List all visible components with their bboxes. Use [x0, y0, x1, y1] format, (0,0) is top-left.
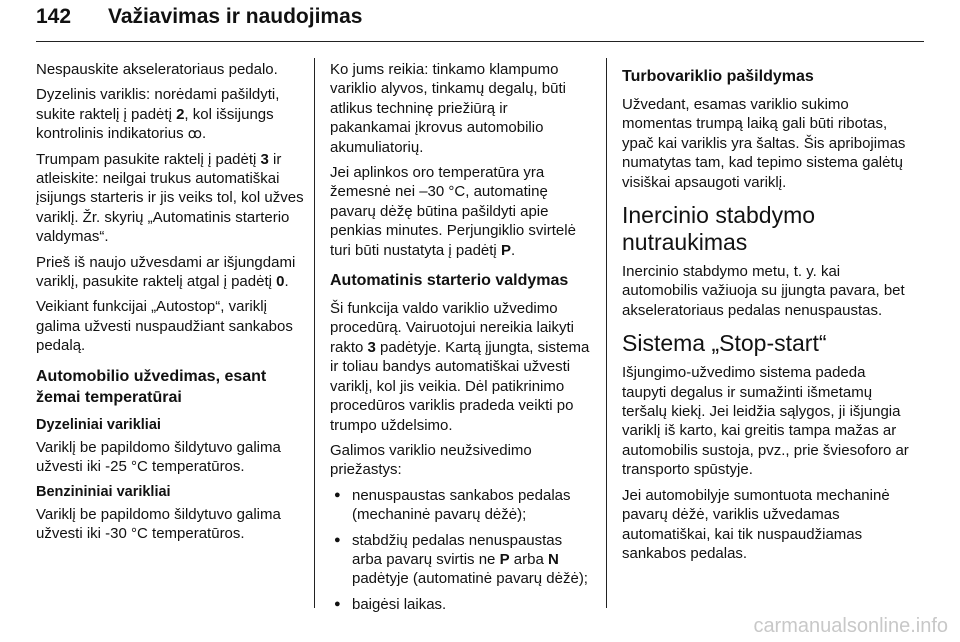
subheading: Dyzeliniai varikliai	[36, 416, 161, 433]
section-heading: Automobilio užvedimas, esant žemai temperatūrai	[36, 367, 267, 406]
paragraph: Prieš iš naujo užvesdami ar išjungdami variklį, pasukite raktelį atgal į padėtį 0.	[36, 253, 296, 291]
paragraph: Ši funkcija valdo variklio užvedimo procedūrą. Vairuotojui nereikia laikyti rakto 3 padėtyje. Kartą įjungta, sistema ir toliau bandys automatiškai užvesti variklį, kol jis veikia. Dėl patikrinimo procedūros variklis pradeda veikti po trumpo uždelsimo.	[330, 300, 590, 434]
list-item: ● stabdžių pedalas nenuspaustas arba pavarų svirtis ne P arba N padėtyje (automatinė pavarų dėžė);	[330, 531, 592, 589]
paragraph: Inercinio stabdymo metu, t. y. kai automobilis važiuoja su įjungta pavara, bet akseleratoriaus pedalas nenuspaustas.	[622, 263, 905, 319]
page-header	[36, 5, 362, 29]
column-divider-1	[314, 58, 315, 608]
paragraph: Variklį be papildomo šildytuvo galima užvesti iki -30 °C temperatūros.	[36, 505, 281, 542]
watermark: carmanualsonline.info	[753, 615, 948, 637]
paragraph: Trumpam pasukite raktelį į padėtį 3 ir atleiskite: neilgai trukus automatiškai įsijungs starteris ir jis veiks tol, kol užves variklį. Žr. skyrių „Automatinis starterio valdymas“.	[36, 150, 304, 246]
paragraph: Ko jums reikia: tinkamo klampumo variklio alyvos, tinkamų degalų, būti atlikus techninę priežiūrą ir pakankamai įkrovus automobilio akumuliatorių.	[330, 61, 566, 156]
section-title: Inercinio stabdymo nutraukimas	[622, 202, 816, 256]
paragraph: Išjungimo-užvedimo sistema padeda taupyti degalus ir sumažinti išmetamų teršalų kiekį. Jei leidžia sąlygos, ji išjungia variklį iš karto, kai greitis tampa mažas ar automobilis sustoja, pvz., prie šviesoforo ar transporto spūstyje.	[622, 364, 909, 479]
column-divider-2	[606, 58, 607, 608]
paragraph: Jei aplinkos oro temperatūra yra žemesnė nei –30 °C, automatinę pavarų dėžę būtina pašildyti apie penkias minutes. Perjungiklio svirtelė turi būti nustatyta į padėtį P.	[330, 164, 576, 259]
glow-plug-icon: ꝏ	[187, 125, 203, 142]
paragraph: Galimos variklio neužsivedimo priežastys:	[330, 441, 532, 479]
page-number: 142	[36, 5, 72, 28]
column-3	[622, 60, 912, 569]
section-heading: Turbovariklio pašildymas	[622, 68, 814, 85]
paragraph: Veikiant funkcijai „Autostop“, variklį galima užvesti nuspaudžiant sankabos pedalą.	[36, 298, 293, 355]
page-title: Važiavimas ir naudojimas	[108, 5, 363, 28]
paragraph: Dyzelinis variklis: norėdami pašildyti, sukite raktelį į padėtį 2, kol išsijungs kontrolinis indikatorius ꝏ.	[36, 86, 280, 143]
subheading: Benzininiai varikliai	[36, 483, 171, 500]
column-2	[330, 60, 592, 620]
header-rule	[36, 41, 924, 42]
paragraph: Nespauskite akseleratoriaus pedalo.	[36, 61, 278, 78]
paragraph: Variklį be papildomo šildytuvo galima užvesti iki -25 °C temperatūros.	[36, 438, 281, 476]
paragraph: Jei automobilyje sumontuota mechaninė pavarų dėžė, variklis užvedamas automatiškai, kai tik nuspaudžiamas sankabos pedalas.	[622, 486, 890, 562]
bullet-list	[330, 486, 592, 614]
section-title: Sistema „Stop-start“	[622, 330, 827, 357]
paragraph: Užvedant, esamas variklio sukimo momentas trumpą laiką gali būti ribotas, ypač kai variklis yra šaltas. Šis apribojimas numatytas tam, kad tepimo sistema galėtų visiškai apsaugoti variklį.	[622, 96, 906, 191]
section-heading: Automatinis starterio valdymas	[330, 272, 569, 290]
column-1	[36, 60, 306, 549]
list-item: ● baigėsi laikas.	[330, 595, 592, 614]
list-item: ● nenuspaustas sankabos pedalas (mechaninė pavarų dėžė);	[330, 486, 592, 525]
